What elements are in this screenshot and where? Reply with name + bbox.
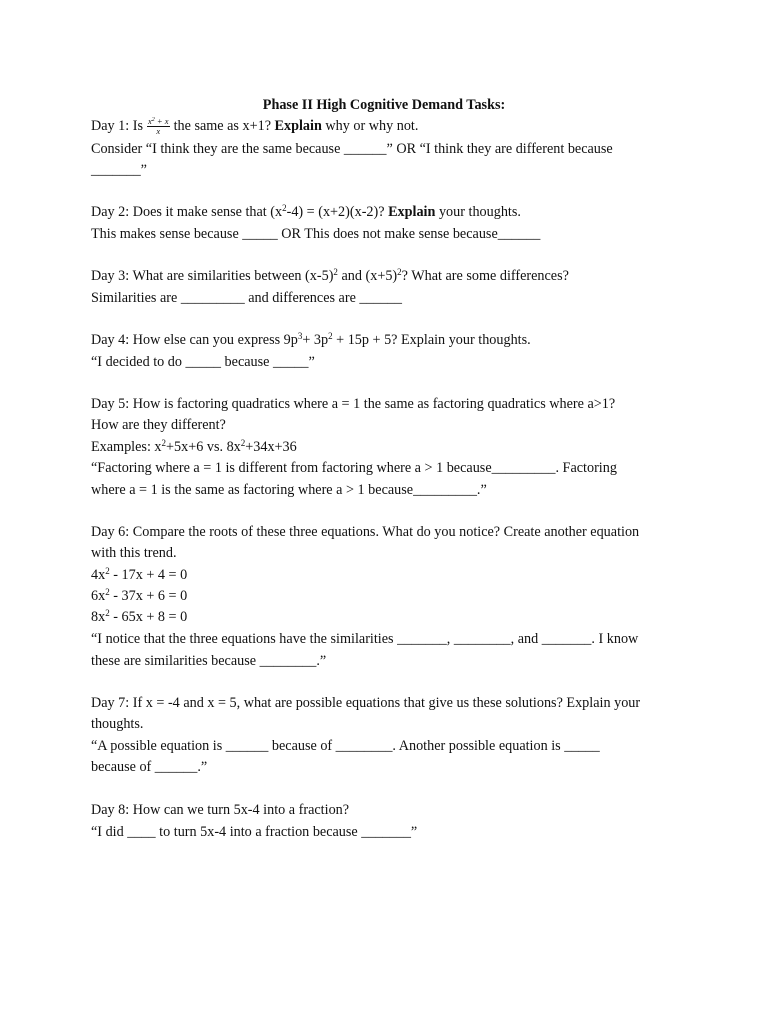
day6-question: Day 6: Compare the roots of these three equations. What do you notice? Create another equation xyxy=(91,524,640,540)
day5-prompt-cont: where a = 1 is the same as factoring where a > 1 because_________.” xyxy=(91,482,487,498)
day2-prompt: This makes sense because _____ OR This does not make sense because______ xyxy=(91,226,541,242)
day1-question: Day 1: Is $\frac{x^2 + x}{x}$ the same as x+1? Explain why or why not. xyxy=(91,116,419,137)
day6-equation-3: $8x^2 - 65x + 8 = 0$ xyxy=(91,608,188,625)
day5-examples: Examples: $x^2+5x+6$ vs. $8x^2+34x+36$ xyxy=(91,438,297,455)
fraction-expression: $\frac{x^2 + x}{x}$ xyxy=(148,116,169,137)
day1-prompt: Consider “I think they are the same because ______” OR “I think they are different because xyxy=(91,141,613,157)
day3-question: Day 3: What are similarities between $(x-5)^2$ and $(x+5)^2$? What are some differences? xyxy=(91,267,569,284)
day6-question-cont: with this trend. xyxy=(91,545,177,561)
day6-prompt-cont: these are similarities because ________.” xyxy=(91,653,327,669)
day8-prompt: “I did ____ to turn 5x-4 into a fraction because _______” xyxy=(91,824,418,840)
day4-prompt: “I decided to do _____ because _____” xyxy=(91,354,315,370)
day3-prompt: Similarities are _________ and differences are ______ xyxy=(91,290,402,306)
document-title: Phase II High Cognitive Demand Tasks: xyxy=(262,97,506,113)
day7-prompt: “A possible equation is ______ because of ________. Another possible equation is _____ xyxy=(91,738,600,754)
day6-prompt: “I notice that the three equations have the similarities _______, ________, and _______. I know xyxy=(91,631,639,647)
day5-question: Day 5: How is factoring quadratics where a = 1 the same as factoring quadratics where a>1? xyxy=(91,396,616,412)
day8-question: Day 8: How can we turn 5x-4 into a fraction? xyxy=(91,802,350,818)
day6-equation-1: $4x^2 - 17x + 4 = 0$ xyxy=(91,566,188,583)
day5-question-cont: How are they different? xyxy=(91,417,226,433)
day4-question: Day 4: How else can you express $9p^3+ 3p^2 + 15p + 5$? Explain your thoughts. xyxy=(91,331,531,348)
day7-prompt-cont: because of ______.” xyxy=(91,759,208,775)
day7-question: Day 7: If x = -4 and x = 5, what are possible equations that give us these solutions? Explain your xyxy=(91,695,641,711)
day6-equation-2: $6x^2 - 37x + 6 = 0$ xyxy=(91,587,188,604)
day5-prompt: “Factoring where a = 1 is different from factoring where a > 1 because_________. Factoring xyxy=(91,460,617,476)
day7-question-cont: thoughts. xyxy=(91,716,144,732)
day1-prompt-cont: _______” xyxy=(91,162,147,178)
day2-question: Day 2: Does it make sense that $(x^2-4) = (x+2)(x-2)$? Explain your thoughts. xyxy=(91,203,521,220)
